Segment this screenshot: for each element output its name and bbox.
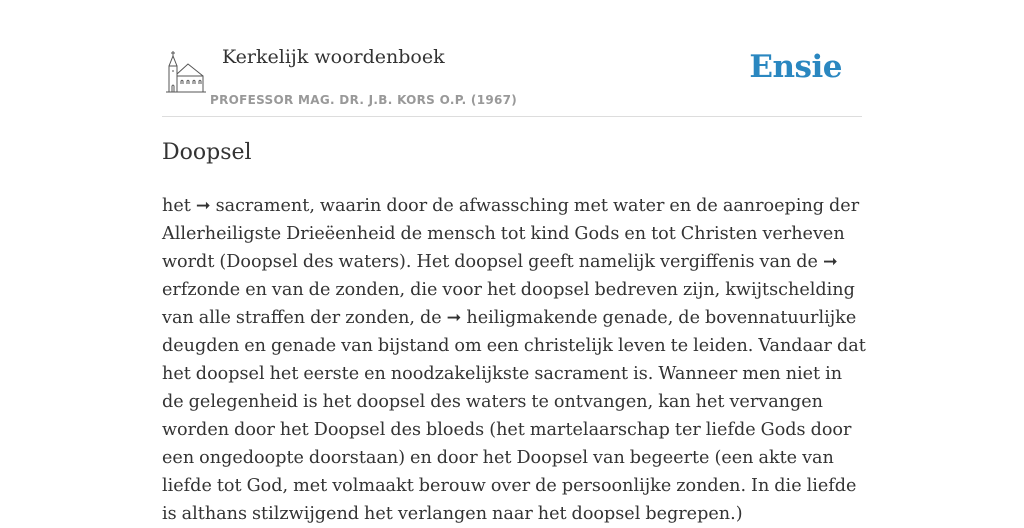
entry-text-segment: heiligmakende genade, de bovennatuurlijke deugden en genade van bijstand om een christelijk leven te leiden. Vandaar dat het doopsel het eerste en noodzakelijkste sacrament is. Wanneer men niet in de gelegenheid is het doopsel des waters te ontvangen, kan het vervangen worden door het Doopsel des bloeds (het martelaarschap ter liefde Gods door een ongedoopte doorstaan) en door het Doopsel van begeerte (een akte van liefde tot God, met volmaakt berouw over de persoonlijke zonden. In die liefde is althans stilzwijgend het verlangen naar het doopsel begrepen.) bbox=[162, 308, 871, 524]
cross-reference-arrow-icon[interactable]: ➞ bbox=[822, 252, 838, 272]
entry-text-segment: erfzonde en van de zonden, die voor het doopsel bedreven zijn, kwijtschelding van alle straffen der zonden, de bbox=[162, 280, 860, 328]
book-title[interactable]: Kerkelijk woordenboek bbox=[222, 46, 445, 68]
church-icon bbox=[166, 50, 206, 94]
author-line: PROFESSOR MAG. DR. J.B. KORS O.P. (1967) bbox=[210, 93, 518, 107]
entry-text-segment: sacrament, waarin door de afwassching met water en de aanroeping der Allerheiligste Drieëenheid de mensch tot kind Gods en tot Christen verheven wordt (Doopsel des waters). Het doopsel geeft namelijk vergiffenis van de bbox=[162, 196, 865, 272]
cross-reference-arrow-icon[interactable]: ➞ bbox=[446, 308, 462, 328]
entry-title: Doopsel bbox=[162, 140, 252, 165]
book-header bbox=[162, 40, 862, 117]
ensie-logo-link[interactable]: Ensie bbox=[749, 49, 842, 85]
entry-text-segment: het bbox=[162, 196, 196, 216]
entry-body bbox=[162, 192, 871, 528]
cross-reference-arrow-icon[interactable]: ➞ bbox=[195, 196, 211, 216]
